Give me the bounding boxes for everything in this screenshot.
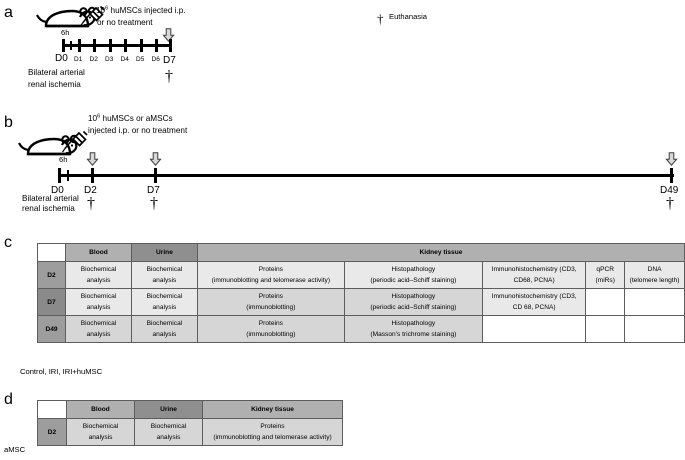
cell-line-1: Proteins [258,320,283,327]
panel-a-day-d4: D4 [120,56,129,63]
panel-a-procedure-line2: renal ischemia [28,80,81,89]
cell-line-2: analysis [152,304,177,311]
cell-line-1: Histopathology [391,320,436,327]
panel-a-procedure-line1: Bilateral arterial [28,68,85,77]
cell-line-2: analysis [86,277,111,284]
panel-b-euthanasia-cross-d2: † [87,195,95,212]
cell-line-2: CD68, PCNA) [513,277,555,284]
panel-c-row-d49 [38,316,685,343]
panel-b-procedure-line2: renal ischemia [22,204,75,213]
panel-a-day-d6: D6 [151,56,160,63]
panel-c-cell-d49-proteins [197,316,344,343]
cell-line-1: Proteins [258,266,283,273]
cell-line-2: (immunoblotting) [246,331,296,338]
cell-line-1: Biochemical [146,320,183,327]
panel-c-cell-d49-blood [66,316,132,343]
panel-c-row-d2 [38,262,685,289]
panel-b-procedure-line1: Bilateral arterial [22,194,79,203]
panel-d-cell-d2-proteins [203,419,343,446]
panel-b-letter: b [4,114,13,131]
panel-d-header-kidney-tissue: Kidney tissue [203,401,343,419]
panel-b-tick-6h [67,170,69,181]
panel-b-hours-label: 6h [59,155,68,164]
panel-b-arrow-d49 [665,152,678,166]
panel-b-day-d2: D2 [84,185,97,196]
cell-line-2: analysis [88,434,113,441]
cell-line-2: analysis [86,331,111,338]
panel-c-header-corner [38,244,66,262]
panel-c-letter: c [4,234,12,251]
cell-line-1: Immunohistochemistry (CD3, [491,293,577,300]
panel-a-tick-d7 [169,39,172,52]
panel-d-row-d2 [38,419,343,446]
cell-line-2: analysis [86,304,111,311]
cell-line-2: CD 68, PCNA) [512,304,556,311]
cell-line-2: (periodic acid–Schiff staining) [370,304,457,311]
legend-euthanasia-label: Euthanasia [389,12,427,21]
panel-a-tick-d3 [109,39,112,52]
panel-b-injection-line1: $10^6$ huMSCs or aMSCs [88,113,173,123]
cell-line-1: Biochemical [80,293,117,300]
panel-a-euthanasia-cross-d7: † [165,68,173,85]
panel-c-table-wrapper [37,243,685,343]
cell-line-1: Proteins [258,293,283,300]
panel-a-day-d1: D1 [74,56,83,63]
panel-b-arrow-d2 [86,152,99,166]
panel-a-hours-label: 6h [61,28,70,37]
panel-c-blank [586,289,625,316]
cell-line-2: analysis [152,331,177,338]
panel-a-day-d0: D0 [55,53,68,64]
panel-d-header-urine: Urine [135,401,203,419]
panel-c-header-kidney-tissue: Kidney tissue [197,244,684,262]
cell-line-1: Biochemical [80,266,117,273]
panel-a-day-d3: D3 [105,56,114,63]
panel-b-tick-d0 [58,168,61,183]
panel-d-caption: aMSC [4,445,26,454]
panel-d-rowlabel-d2: D2 [38,419,67,446]
panel-c-cell-d7-histopathology [344,289,482,316]
panel-a-injection-line2: or no treatment [97,18,153,27]
cell-line-2: (miRs) [595,277,615,284]
panel-c-header-row [38,244,685,262]
cell-line-2: analysis [152,277,177,284]
cell-line-2: (immunoblotting and telomerase activity) [211,277,331,284]
panel-a-injection-line1: $10^6$ huMSCs injected i.p. [96,5,186,15]
panel-b-timeline-axis [58,174,674,177]
cell-line-2: (telomere length) [629,277,680,284]
cell-line-1: Histopathology [391,266,436,273]
cell-line-1: Biochemical [146,293,183,300]
panel-d-header-corner [38,401,67,419]
panel-b-euthanasia-cross-d49: † [666,195,674,212]
panel-c-cell-d49-histopathology [344,316,482,343]
panel-c-rowlabel-d49: D49 [38,316,66,343]
panel-a-tick-d6 [155,39,158,52]
panel-c-cell-d7-urine [131,289,197,316]
panel-c-blank [625,316,685,343]
panel-c-blank [482,316,585,343]
cell-line-2: analysis [156,434,181,441]
panel-a-tick-d0 [62,39,65,52]
panel-c-caption: Control, IRI, IRI+huMSC [20,367,103,376]
cell-line-1: Biochemical [80,320,117,327]
panel-a-day-d5: D5 [136,56,145,63]
panel-d-cell-d2-urine [135,419,203,446]
panel-c-cell-d2-immunohistochemistry [482,262,585,289]
cell-line-1: DNA [647,266,662,273]
panel-c-cell-d7-proteins [197,289,344,316]
panel-c-cell-d2-dna [625,262,685,289]
panel-b-tick-d2 [91,168,94,183]
cell-line-1: Histopathology [391,293,436,300]
panel-b-day-d49: D49 [660,185,679,196]
panel-a-tick-d5 [140,39,143,52]
cell-line-1: Immunohistochemistry (CD3, [491,266,577,273]
panel-c-cell-d49-urine [131,316,197,343]
panel-a-day-d2: D2 [89,56,98,63]
panel-b-tick-d7 [154,168,157,183]
panel-b-tick-d49 [670,168,673,183]
panel-c-blank [625,289,685,316]
cell-line-2: (periodic acid–Schiff staining) [370,277,457,284]
panel-b-arrow-d7 [149,152,162,166]
panel-c-cell-d2-proteins [197,262,344,289]
panel-a-day-d7: D7 [163,55,176,66]
panel-d-header-blood: Blood [67,401,135,419]
panel-a-tick-d1 [78,39,81,52]
panel-c-rowlabel-d7: D7 [38,289,66,316]
cell-line-1: qPCR [596,266,615,273]
panel-c-cell-d7-immunohistochemistry [482,289,585,316]
cell-line-2: (immunoblotting) [246,304,296,311]
cell-line-2: (Masson's trichrome staining) [370,331,457,338]
panel-a-tick-d2 [93,39,96,52]
panel-c-cell-d7-blood [66,289,132,316]
panel-c-cell-d2-qpcr [586,262,625,289]
panel-a-tick-6h [70,41,72,50]
panel-a-tick-d4 [124,39,127,52]
cell-line-1: Biochemical [82,423,119,430]
panel-b-day-d7: D7 [147,185,160,196]
panel-c-header-urine: Urine [131,244,197,262]
panel-d-table [37,400,343,446]
panel-c-row-d7 [38,289,685,316]
cell-line-1: Biochemical [146,266,183,273]
panel-c-cell-d2-histopathology [344,262,482,289]
cell-line-2: (immunoblotting and telomerase activity) [213,434,332,441]
panel-b-euthanasia-cross-d7: † [150,195,158,212]
panel-c-table [37,243,685,343]
panel-a-letter: a [4,4,13,21]
panel-d-letter: d [4,391,13,408]
panel-d-table-wrapper [37,400,343,446]
panel-c-cell-d2-urine [131,262,197,289]
legend-cross-icon: † [377,11,384,26]
panel-d-header-row [38,401,343,419]
panel-c-cell-d2-blood [66,262,132,289]
panel-c-blank [586,316,625,343]
panel-b-injection-line2: injected i.p. or no treatment [88,126,188,135]
cell-line-1: Proteins [260,423,285,430]
panel-b-day-d0: D0 [51,185,64,196]
panel-c-rowlabel-d2: D2 [38,262,66,289]
panel-c-header-blood: Blood [66,244,132,262]
panel-d-cell-d2-blood [67,419,135,446]
cell-line-1: Biochemical [150,423,187,430]
